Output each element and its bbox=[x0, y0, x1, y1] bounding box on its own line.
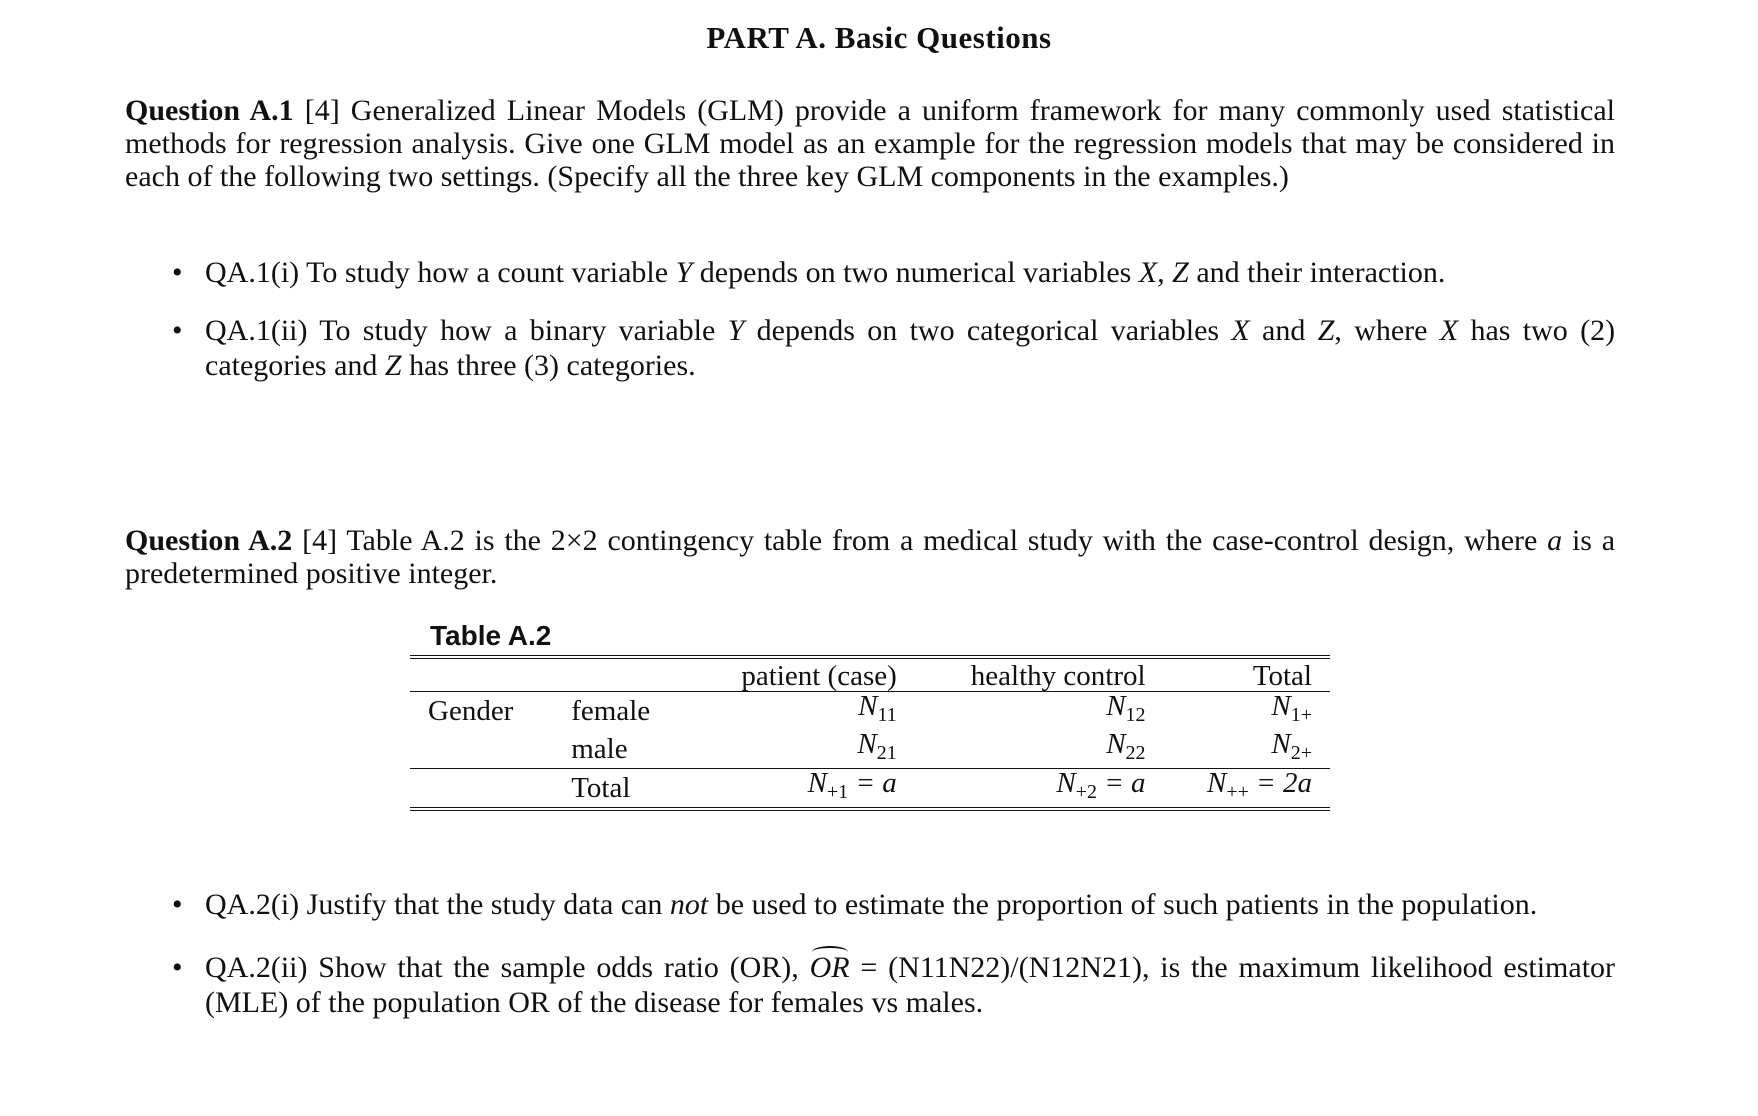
cell-n1plus: $N_{1+}$ bbox=[1271, 690, 1312, 726]
cell-nplus2: $N_{+2} = a$ bbox=[915, 769, 1164, 810]
list-item-qa2-ii: • QA.2(ii) Show that the sample odds ratio (OR), OR = (N11N22)/(N12N21), is the maximum likelihood estimator (MLE) of the population OR of the disease for females vs males. bbox=[172, 951, 1616, 1019]
list-item-qa2-i: • QA.2(i) Justify that the study data can not be used to estimate the proportion of such patients in the population. bbox=[172, 888, 1538, 921]
group-label: Gender bbox=[428, 694, 514, 727]
row-label: female bbox=[571, 694, 651, 727]
row-label: male bbox=[571, 732, 628, 765]
question-a2-paragraph: Question A.2 [4] Table A.2 is the 2×2 contingency table from a medical study with the case-control design, where a is a predetermined positive integer. bbox=[125, 524, 1616, 590]
table-header-row bbox=[410, 657, 1330, 692]
bullet-icon: • bbox=[172, 314, 183, 347]
column-header-control: healthy control bbox=[915, 657, 1164, 692]
or-hat-symbol: OR bbox=[809, 951, 850, 984]
question-a2-subparts bbox=[170, 887, 1615, 1020]
bullet-icon: • bbox=[172, 951, 183, 984]
list-item-qa1-i: • QA.1(i) To study how a count variable Y depends on two numerical variables X, Z and their interaction. bbox=[172, 256, 1446, 289]
question-a1-paragraph bbox=[125, 94, 1615, 193]
table-row bbox=[410, 692, 1330, 731]
question-a2-label: Question A.2 bbox=[125, 524, 293, 557]
question-a2-marks: [4] bbox=[302, 524, 338, 557]
contingency-table bbox=[410, 655, 1330, 811]
part-heading: PART A. Basic Questions bbox=[706, 20, 1052, 55]
table-title: Table A.2 bbox=[430, 620, 552, 651]
list-item-qa1-ii: • QA.1(ii) To study how a binary variable Y depends on two categorical variables X and Z, where X has two (2) categories and Z has three (3) categories. bbox=[172, 314, 1616, 382]
bullet-icon: • bbox=[172, 256, 183, 289]
question-a1-text: Generalized Linear Models (GLM) provide a uniform framework for many commonly used statistical methods for regression analysis. Give one GLM model as an example for the regression models that may be considered in each of the following two settings. (Specify all the three key GLM components in the examples.) bbox=[125, 94, 1616, 193]
cell-n12: $N_{12}$ bbox=[1106, 690, 1146, 726]
question-a1-marks: [4] bbox=[304, 94, 340, 127]
cell-nplusplus: $N_{++} = 2a$ bbox=[1164, 769, 1330, 810]
cell-n21: $N_{21}$ bbox=[857, 728, 897, 764]
emphasis-not: not bbox=[669, 888, 709, 921]
cell-n22: $N_{22}$ bbox=[1106, 728, 1146, 764]
question-a1-subparts bbox=[170, 255, 1615, 383]
bullet-icon: • bbox=[172, 888, 183, 921]
cell-nplus1: $N_{+1} = a$ bbox=[689, 769, 915, 810]
question-a1-label: Question A.1 bbox=[125, 94, 294, 127]
table-row bbox=[410, 730, 1330, 769]
column-header-total: Total bbox=[1164, 657, 1330, 692]
table-total-row bbox=[410, 769, 1330, 810]
or-formula: = (N11N22)/(N12N21) bbox=[860, 951, 1142, 984]
cell-n11: $N_{11}$ bbox=[858, 690, 897, 726]
row-label: Total bbox=[553, 769, 689, 810]
cell-n2plus: $N_{2+}$ bbox=[1271, 728, 1312, 764]
column-header-case: patient (case) bbox=[689, 657, 915, 692]
